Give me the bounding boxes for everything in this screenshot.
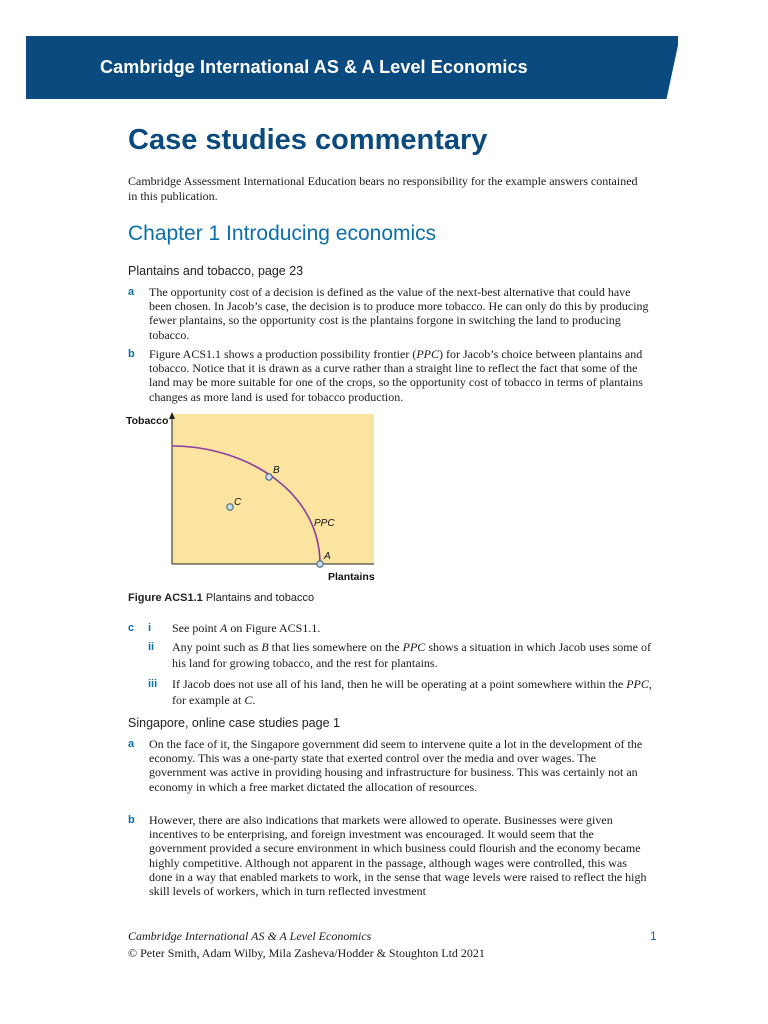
item-text: See point A on Figure ACS1.1. [172, 621, 321, 635]
footer-copyright: © Peter Smith, Adam Wilby, Mila Zasheva/Hodder & Stoughton Ltd 2021 [128, 946, 485, 960]
y-axis-label: Tobacco [126, 415, 169, 427]
section-heading-plantains: Plantains and tobacco, page 23 [128, 264, 304, 278]
banner-title: Cambridge International AS & A Level Economics [100, 57, 528, 77]
point-c-label: C [234, 497, 242, 508]
item-text: The opportunity cost of a decision is defined as the value of the next-best alternative that could have been chosen. In Jacob’s case, the decision is to produce more tobacco. He can only do this by producing fewer plantains, so the opportunity cost is the plantains forgone in switching the land to producing tobacco. [149, 285, 649, 342]
item-letter: b [128, 814, 135, 826]
list-item-a [128, 737, 653, 794]
list-item-b [128, 347, 653, 404]
page-number: 1 [650, 929, 657, 943]
point-c-marker [227, 504, 233, 510]
disclaimer: Cambridge Assessment International Education bears no responsibility for the example answers contained in this publication. [128, 174, 638, 203]
point-a-marker [317, 561, 323, 567]
item-text: On the face of it, the Singapore government did seem to intervene quite a lot in the development of the economy. This was a one-party state that exerted control over the media and over wages. The government was active in providing housing and infrastructure for business. This was certainly not an economy in which a free market dictated the allocation of resources. [149, 737, 643, 794]
item-letter: b [128, 348, 135, 360]
item-roman: iii [148, 678, 158, 690]
point-b-marker [266, 474, 272, 480]
list-item-c-iii [128, 676, 656, 708]
item-roman: ii [148, 641, 155, 653]
list-item-a [128, 285, 653, 342]
list-item-b [128, 813, 653, 898]
item-text: If Jacob does not use all of his land, then he will be operating at a point somewhere within the PPC, for example at C. [172, 677, 652, 707]
chapter-title: Chapter 1 Introducing economics [128, 222, 437, 245]
footer-book-title: Cambridge International AS & A Level Economics [128, 929, 372, 943]
item-text: However, there are also indications that markets were allowed to operate. Businesses were given incentives to be enterprising, and foreign investment was encouraged. It would seem that the government provided a secure environment in which business could flourish and the economy became highly competitive. Although not apparent in the passage, although wages were controlled, this was done in a way that enabled markets to work, in the sense that wage levels were raised to reflect the high skill levels of workers, which in turn reflected investment [149, 813, 647, 899]
chart-background [172, 414, 374, 564]
item-text: Figure ACS1.1 shows a production possibility frontier (PPC) for Jacob’s choice between plantains and tobacco. Notice that it is drawn as a curve rather than a straight line to reflect the fact that some of the land may be more suitable for one of the crops, so the opportunity cost of tobacco in terms of plantains changes as more land is used for tobacco production. [149, 347, 643, 404]
point-a-label: A [324, 551, 331, 562]
x-axis-label: Plantains [328, 571, 375, 583]
item-letter: a [128, 286, 135, 298]
page-title: Case studies commentary [128, 124, 488, 156]
list-item-c-ii [128, 639, 656, 671]
item-letter: a [128, 738, 135, 750]
item-letter: c [128, 622, 135, 634]
item-roman: i [148, 622, 152, 634]
figure-caption: Figure ACS1.1 Plantains and tobacco [128, 592, 315, 604]
section-heading-singapore: Singapore, online case studies page 1 [128, 716, 340, 730]
point-b-label: B [273, 465, 280, 476]
list-item-c-i [128, 620, 656, 636]
ppc-diagram [124, 410, 394, 588]
curve-label: PPC [314, 518, 335, 529]
item-text: Any point such as B that lies somewhere on the PPC shows a situation in which Jacob uses some of his land for growing tobacco, and the rest for plantains. [172, 640, 651, 670]
